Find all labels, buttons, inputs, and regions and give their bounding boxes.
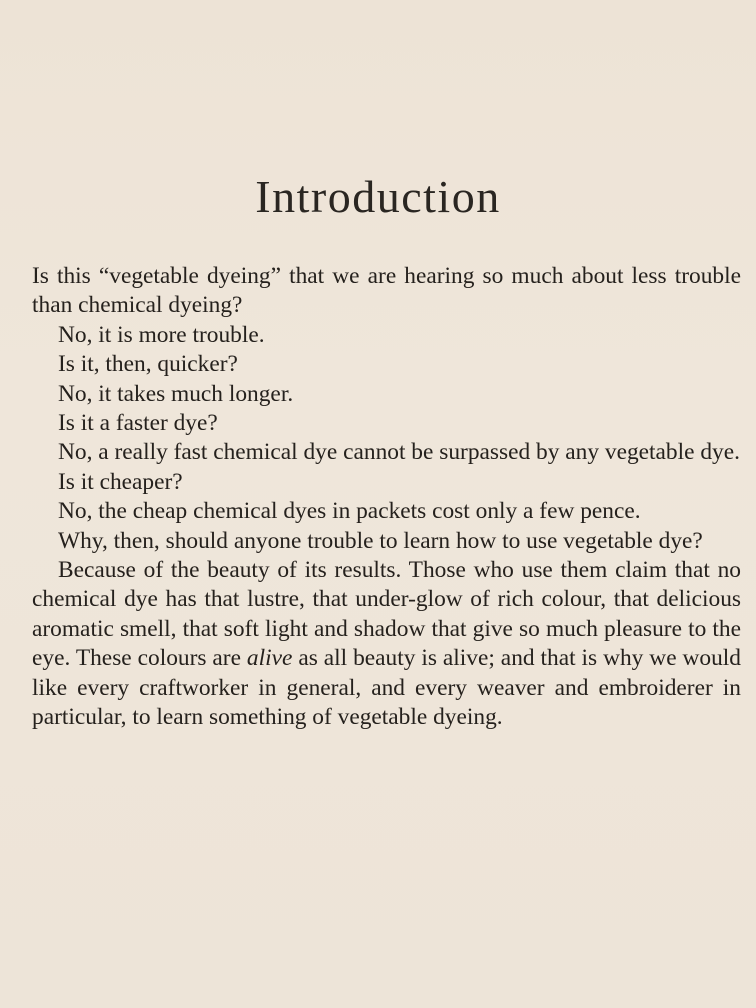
paragraph-question-5: Why, then, should anyone trouble to learn how to use vegetable dye? [58, 527, 703, 554]
conclusion-text-start: Because of the beauty of its results. Those who use them claim that no chemical dye has that lustre, that under-glow of rich colour, that delicious aromatic smell, that soft light and shadow that give so much pleasure to the eye. These colours are [32, 557, 741, 672]
paragraph-question-3: Is it a faster dye? [58, 410, 218, 437]
introduction-body [32, 262, 741, 733]
paragraph-question-2: Is it, then, quicker? [58, 351, 238, 378]
emphasized-word: alive [246, 645, 293, 672]
paragraph-conclusion [32, 556, 741, 732]
paragraph-answer-3: No, a really fast chemical dye cannot be surpassed by any vegetable dye. [58, 439, 740, 466]
paragraph-question-4: Is it cheaper? [58, 468, 183, 495]
conclusion-text-end: as all beauty is alive; and that is why we would like every craftworker in general, and every weaver and embroiderer in particular, to learn something of vegetable dyeing. [32, 645, 741, 731]
paragraph-question-1: Is this “vegetable dyeing” that we are hearing so much about less trouble than chemical dyeing? [32, 263, 741, 319]
chapter-title: Introduction [255, 171, 501, 222]
paragraph-answer-4: No, the cheap chemical dyes in packets cost only a few pence. [58, 498, 641, 525]
paragraph-answer-1: No, it is more trouble. [58, 321, 265, 348]
paragraph-answer-2: No, it takes much longer. [58, 380, 294, 407]
